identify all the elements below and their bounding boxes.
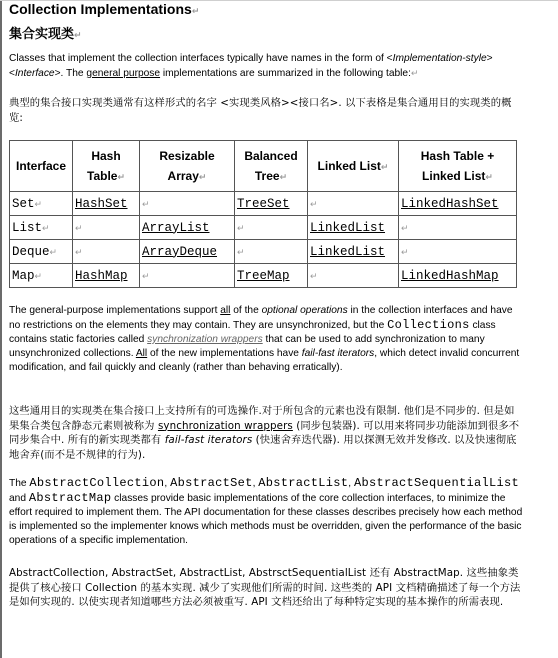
arraylist-link[interactable]: ArrayList	[142, 220, 210, 235]
table-cell	[140, 216, 235, 240]
table-cell: ↵	[235, 216, 308, 240]
table-cell	[235, 264, 308, 288]
table-header-row	[10, 141, 517, 192]
table-header: Hash Table↵	[73, 141, 140, 192]
table-cell: List↵	[10, 216, 73, 240]
table-cell: ↵	[308, 264, 399, 288]
treemap-link[interactable]: TreeMap	[237, 268, 290, 283]
intro-paragraph: Classes that implement the collection interfaces typically have names in the form of <Implementation-style><Interface>. The general purpose implementations are summarized in the following table:↵	[9, 53, 493, 79]
general-purpose-link[interactable]: general purpose	[86, 68, 161, 79]
window-frame-left	[0, 0, 2, 658]
table-cell	[308, 216, 399, 240]
linkedhashset-link[interactable]: LinkedHashSet	[401, 196, 499, 211]
table-cell: ↵	[140, 192, 235, 216]
table-header: Balanced Tree↵	[235, 141, 308, 192]
table-header: Resizable Array↵	[140, 141, 235, 192]
abstract-classes-paragraph: The AbstractCollection, AbstractSet, AbstractList, AbstractSequentialList and AbstractMap classes provide basic implementations of the core collection interfaces, to minimize the effort required to implement them. The API documentation for these classes describes precisely how each method is implemented so the implementer knows which methods must be overridden, given the performance of the basic operations of a specific implementation.	[9, 476, 523, 546]
linkedlist-link[interactable]: LinkedList	[310, 244, 386, 259]
table-cell	[399, 192, 517, 216]
table-cell: ↵	[73, 216, 140, 240]
table-cell: ↵	[399, 216, 517, 240]
table-cell: ↵	[235, 240, 308, 264]
table-cell: Set↵	[10, 192, 73, 216]
abstract-classes-paragraph-cn: AbstractCollection, AbstractSet, AbstractList, AbstrsctSequentialList 还有 AbstractMap. 这些抽象类提供了核心接口 Collection 的基本实现. 减少了实现他们所需的时间. 这些类的 API 文档精确描述了每一个方法是如何实现的. 以使实现者知道哪些方法必须被重写. API 文档还给出了每种特定实现的基本操作的所需表现.	[9, 567, 521, 609]
table-header: Interface	[10, 141, 73, 192]
implementations-table	[9, 140, 517, 288]
table-cell: ↵	[73, 240, 140, 264]
linkedlist-link[interactable]: LinkedList	[310, 220, 386, 235]
page-title: Collection Implementations↵	[9, 1, 200, 17]
table-header: Hash Table + Linked List↵	[399, 141, 517, 192]
arraydeque-link[interactable]: ArrayDeque	[142, 244, 218, 259]
table-row	[10, 216, 517, 240]
synchronization-wrappers-cn-link[interactable]: synchronization wrappers	[157, 419, 293, 432]
general-purpose-paragraph: The general-purpose implementations support all of the optional operations in the collection interfaces and have no restrictions on the elements they may contain. They are unsynchronized, but the Collections class contains static factories called synchronization wrappers that can be used to add synchronization to many unsynchronized collections. All of the new implementations have fail-fast iterators, which detect invalid concurrent modification, and fail quickly and cleanly (rather than behaving erratically).	[9, 305, 520, 373]
table-row	[10, 192, 517, 216]
general-purpose-paragraph-cn: 这些通用目的实现类在集合接口上支持所有的可选操作.对于所包含的元素也没有限制. 他们是不同步的. 但是如果集合类包含静态元素则被称为 synchronization wrappers (同步包装器). 可以用来将同步功能添加到很多不同步集合中. 所有的新实现类都有 fail-fast iterators (快速舍弃迭代器). 用以探测无效并发修改. 以及快速彻底地舍弃(而不是不规律的行为).	[9, 405, 520, 461]
hashset-link[interactable]: HashSet	[75, 196, 128, 211]
table-cell: ↵	[399, 240, 517, 264]
table-cell	[399, 264, 517, 288]
table-row	[10, 240, 517, 264]
table-cell	[73, 264, 140, 288]
table-row	[10, 264, 517, 288]
table-cell: Map↵	[10, 264, 73, 288]
linkedhashmap-link[interactable]: LinkedHashMap	[401, 268, 499, 283]
table-cell	[235, 192, 308, 216]
synchronization-wrappers-link[interactable]: synchronization wrappers	[147, 334, 263, 345]
treeset-link[interactable]: TreeSet	[237, 196, 290, 211]
table-cell: Deque↵	[10, 240, 73, 264]
table-cell	[140, 240, 235, 264]
table-cell	[73, 192, 140, 216]
table-cell: ↵	[140, 264, 235, 288]
intro-paragraph-cn: 典型的集合接口实现类通常有这样形式的名字 <实现类风格><接口名>. 以下表格是集合通用目的实现类的概览:	[9, 97, 512, 124]
hashmap-link[interactable]: HashMap	[75, 268, 128, 283]
table-header: Linked List↵	[308, 141, 399, 192]
table-cell: ↵	[308, 192, 399, 216]
table-cell	[308, 240, 399, 264]
page-subtitle-cn: 集合实现类↵	[9, 27, 82, 42]
